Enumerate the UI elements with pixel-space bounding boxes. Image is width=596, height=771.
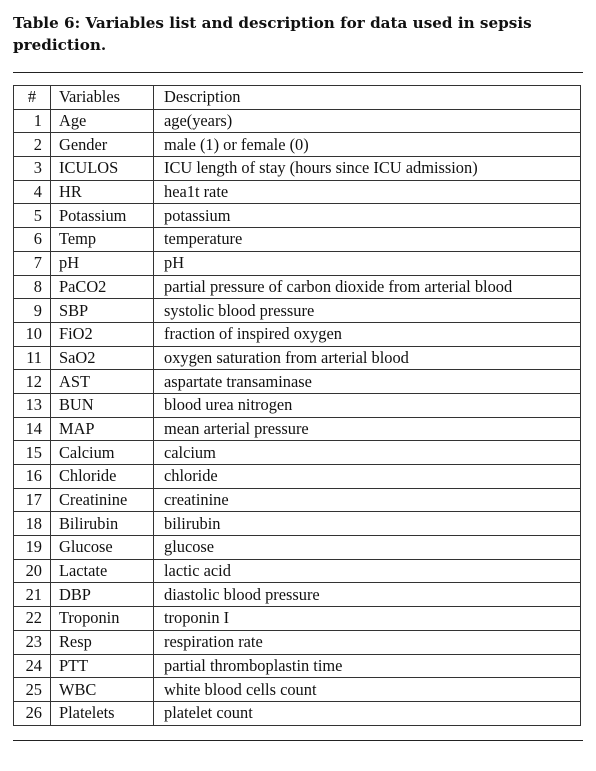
table-body [14, 109, 581, 725]
row-number: 16 [14, 465, 51, 489]
row-description: respiration rate [154, 630, 581, 654]
row-description: chloride [154, 465, 581, 489]
header-number: # [14, 86, 51, 110]
variables-table [13, 85, 581, 726]
row-number: 11 [14, 346, 51, 370]
row-description: white blood cells count [154, 678, 581, 702]
row-variable: FiO2 [51, 322, 154, 346]
row-number: 6 [14, 228, 51, 252]
row-number: 13 [14, 393, 51, 417]
row-description: creatinine [154, 488, 581, 512]
row-variable: DBP [51, 583, 154, 607]
table-row [14, 180, 581, 204]
row-description: oxygen saturation from arterial blood [154, 346, 581, 370]
row-number: 5 [14, 204, 51, 228]
row-variable: SBP [51, 299, 154, 323]
table-header-row [14, 86, 581, 110]
table-row [14, 417, 581, 441]
row-number: 24 [14, 654, 51, 678]
row-variable: AST [51, 370, 154, 394]
table-container [13, 72, 583, 741]
row-variable: Temp [51, 228, 154, 252]
row-variable: Glucose [51, 536, 154, 560]
row-variable: SaO2 [51, 346, 154, 370]
table-row [14, 607, 581, 631]
row-number: 21 [14, 583, 51, 607]
row-number: 14 [14, 417, 51, 441]
row-description: mean arterial pressure [154, 417, 581, 441]
row-description: lactic acid [154, 559, 581, 583]
row-description: blood urea nitrogen [154, 393, 581, 417]
table-row [14, 701, 581, 725]
row-description: ICU length of stay (hours since ICU admission) [154, 157, 581, 181]
row-variable: PaCO2 [51, 275, 154, 299]
table-row [14, 559, 581, 583]
row-variable: Calcium [51, 441, 154, 465]
row-number: 2 [14, 133, 51, 157]
table-row [14, 275, 581, 299]
row-description: pH [154, 251, 581, 275]
row-variable: Potassium [51, 204, 154, 228]
table-row [14, 204, 581, 228]
row-description: calcium [154, 441, 581, 465]
row-number: 9 [14, 299, 51, 323]
row-variable: pH [51, 251, 154, 275]
row-variable: Resp [51, 630, 154, 654]
row-number: 12 [14, 370, 51, 394]
row-description: partial pressure of carbon dioxide from arterial blood [154, 275, 581, 299]
row-description: age(years) [154, 109, 581, 133]
table-row [14, 488, 581, 512]
row-description: male (1) or female (0) [154, 133, 581, 157]
row-variable: Troponin [51, 607, 154, 631]
table-row [14, 109, 581, 133]
table-row [14, 251, 581, 275]
table-row [14, 441, 581, 465]
row-number: 19 [14, 536, 51, 560]
row-number: 25 [14, 678, 51, 702]
row-variable: Creatinine [51, 488, 154, 512]
row-variable: ICULOS [51, 157, 154, 181]
table-row [14, 465, 581, 489]
row-number: 10 [14, 322, 51, 346]
table-row [14, 299, 581, 323]
row-description: aspartate transaminase [154, 370, 581, 394]
row-variable: Gender [51, 133, 154, 157]
row-number: 17 [14, 488, 51, 512]
row-variable: Lactate [51, 559, 154, 583]
table-row [14, 536, 581, 560]
table-row [14, 512, 581, 536]
row-variable: Age [51, 109, 154, 133]
row-description: partial thromboplastin time [154, 654, 581, 678]
row-description: potassium [154, 204, 581, 228]
row-number: 8 [14, 275, 51, 299]
row-description: fraction of inspired oxygen [154, 322, 581, 346]
table-row [14, 678, 581, 702]
table-row [14, 583, 581, 607]
table-row [14, 654, 581, 678]
row-description: glucose [154, 536, 581, 560]
table-row [14, 228, 581, 252]
row-number: 23 [14, 630, 51, 654]
row-description: hea1t rate [154, 180, 581, 204]
row-number: 26 [14, 701, 51, 725]
table-row [14, 630, 581, 654]
row-number: 1 [14, 109, 51, 133]
table-row [14, 370, 581, 394]
row-number: 15 [14, 441, 51, 465]
table-row [14, 346, 581, 370]
table-row [14, 322, 581, 346]
row-variable: Chloride [51, 465, 154, 489]
row-variable: Platelets [51, 701, 154, 725]
row-number: 20 [14, 559, 51, 583]
table-caption: Table 6: Variables list and description for data used in sepsis prediction. [13, 14, 532, 54]
row-variable: Bilirubin [51, 512, 154, 536]
row-number: 7 [14, 251, 51, 275]
row-description: temperature [154, 228, 581, 252]
row-description: diastolic blood pressure [154, 583, 581, 607]
row-number: 3 [14, 157, 51, 181]
row-variable: PTT [51, 654, 154, 678]
row-description: systolic blood pressure [154, 299, 581, 323]
header-description: Description [154, 86, 581, 110]
row-number: 18 [14, 512, 51, 536]
header-variables: Variables [51, 86, 154, 110]
row-description: bilirubin [154, 512, 581, 536]
row-number: 4 [14, 180, 51, 204]
row-variable: BUN [51, 393, 154, 417]
table-row [14, 133, 581, 157]
table-row [14, 393, 581, 417]
table-row [14, 157, 581, 181]
row-number: 22 [14, 607, 51, 631]
row-variable: HR [51, 180, 154, 204]
row-description: troponin I [154, 607, 581, 631]
row-variable: MAP [51, 417, 154, 441]
row-description: platelet count [154, 701, 581, 725]
row-variable: WBC [51, 678, 154, 702]
